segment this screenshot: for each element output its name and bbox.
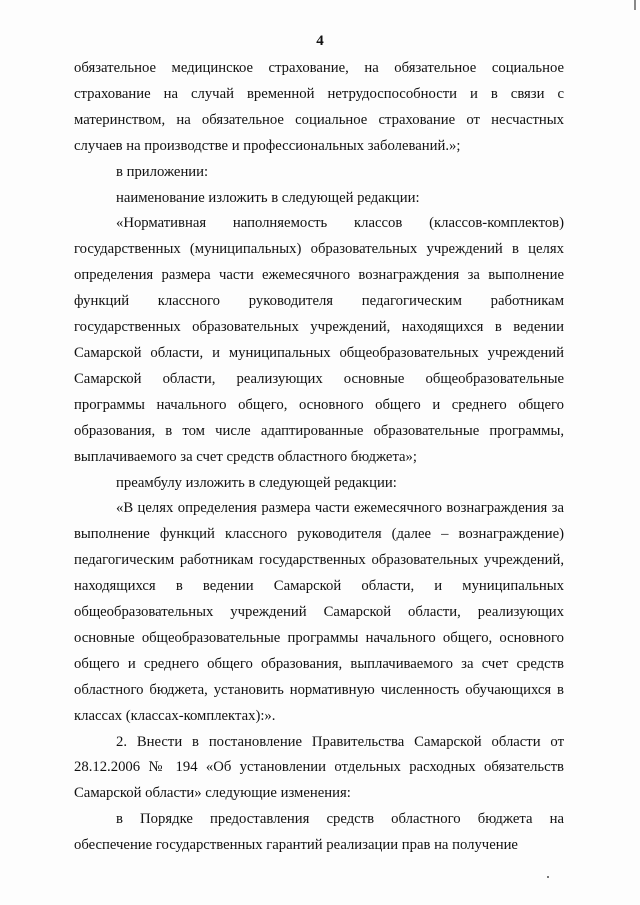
- paragraph-8: в Порядке предоставления средств областного бюджета на обеспечение государственных гарантий реализации прав на получение: [74, 811, 564, 854]
- paragraph-2: в приложении:: [116, 163, 209, 180]
- paragraph-4: «Нормативная наполняемость классов (классов-комплектов) государственных (муниципальных) образовательных учреждений в целях определения размера части ежемесячного вознаграждения за выполнение функций классного руководителя педагогическим работникам государственных образовательных учреждений, находящихся в ведении Самарской области, и муниципальных общеобразовательных учреждений Самарской области, реализующих основные общеобразовательные программы начального общего, основного общего и среднего общего образования, в том числе адаптированные образовательные программы, выплачиваемого за счет средств областного бюджета»;: [74, 215, 564, 465]
- scan-mark: [634, 0, 636, 10]
- paragraph-5: преамбулу изложить в следующей редакции:: [116, 474, 397, 491]
- page-number: 4: [316, 33, 324, 49]
- paragraph-6: «В целях определения размера части ежемесячного вознаграждения за выполнение функций классного руководителя (далее – вознаграждение) педагогическим работникам государственных образовательных учреждений, находящихся в ведении Самарской области, и муниципальных общеобразовательных учреждений Самарской области, реализующих основные общеобразовательные программы начального общего, основного общего и среднего общего образования, выплачиваемого за счет средств областного бюджета, установить нормативную численность обучающихся в классах (классах-комплектах):».: [74, 500, 564, 724]
- paragraph-7: 2. Внести в постановление Правительства Самарской области от 28.12.2006 № 194 «Об установлении отдельных расходных обязательств Самарской области» следующие изменения:: [74, 733, 564, 802]
- paragraph-1: обязательное медицинское страхование, на обязательное социальное страхование на случай временной нетрудоспособности и в связи с материнством, на обязательное социальное страхование от несчастных случаев на производстве и профессиональных заболеваний.»;: [74, 60, 564, 154]
- scan-speck: [547, 876, 549, 878]
- document-body: [74, 56, 564, 859]
- paragraph-3: наименование изложить в следующей редакции:: [116, 189, 420, 206]
